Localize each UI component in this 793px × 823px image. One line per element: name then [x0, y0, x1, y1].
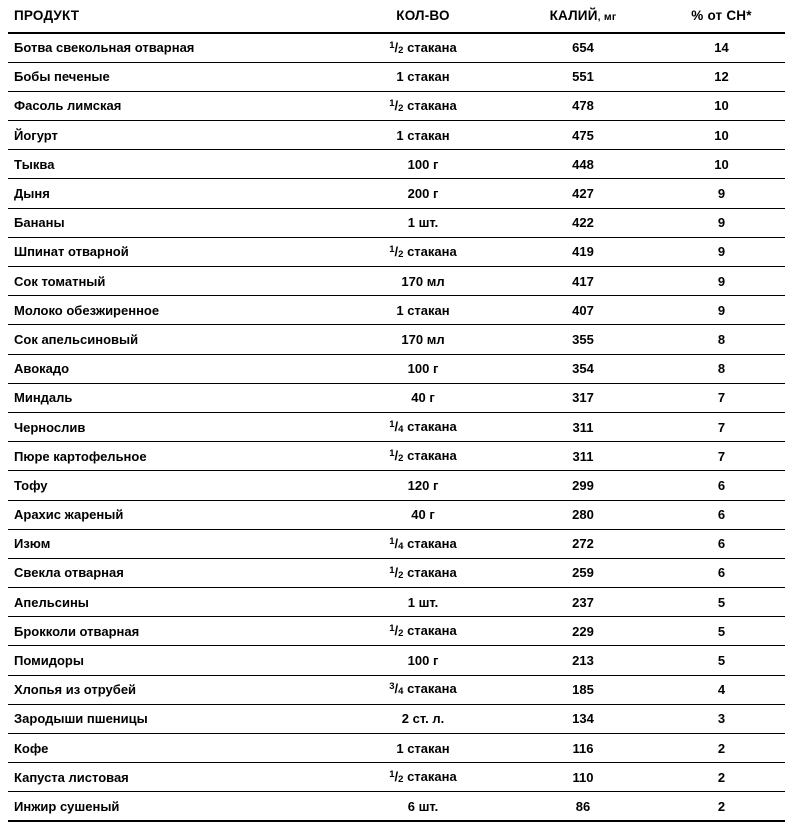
amount-text	[411, 390, 435, 405]
cell-potassium: 259	[508, 558, 658, 587]
cell-percent: 6	[658, 471, 785, 500]
cell-product: Изюм	[8, 529, 338, 558]
amount-text	[408, 799, 439, 814]
fraction-slash: /	[394, 447, 399, 463]
fraction-slash: /	[394, 564, 399, 580]
cell-product: Хлопья из отрубей	[8, 675, 338, 704]
cell-product: Помидоры	[8, 646, 338, 675]
cell-potassium: 237	[508, 588, 658, 617]
fraction	[389, 449, 403, 464]
amount-unit: стакана	[403, 97, 457, 113]
cell-percent: 9	[658, 208, 785, 237]
column-header-percent	[658, 4, 785, 33]
cell-percent: 9	[658, 267, 785, 296]
fraction-slash: /	[394, 243, 399, 259]
cell-potassium: 110	[508, 763, 658, 792]
column-header-potassium	[508, 4, 658, 33]
table-row	[8, 646, 785, 675]
cell-potassium: 407	[508, 296, 658, 325]
cell-potassium: 311	[508, 412, 658, 441]
column-header-potassium-unit: , мг	[597, 11, 617, 23]
fraction-slash: /	[394, 418, 399, 434]
cell-potassium: 185	[508, 675, 658, 704]
cell-amount	[338, 529, 508, 558]
cell-amount	[338, 62, 508, 91]
table-header	[8, 4, 785, 33]
fraction-numerator: 1	[389, 564, 395, 576]
cell-percent: 6	[658, 500, 785, 529]
fraction-numerator: 1	[389, 418, 395, 430]
cell-potassium: 299	[508, 471, 658, 500]
amount-unit: 100 г	[407, 653, 439, 669]
fraction-denominator: 4	[398, 540, 404, 552]
cell-potassium: 355	[508, 325, 658, 354]
cell-amount	[338, 179, 508, 208]
cell-potassium: 317	[508, 383, 658, 412]
amount-unit: 100 г	[407, 156, 439, 172]
amount-unit: стакана	[403, 535, 457, 551]
cell-product: Тофу	[8, 471, 338, 500]
cell-product: Авокадо	[8, 354, 338, 383]
cell-percent: 7	[658, 383, 785, 412]
column-header-amount-label: КОЛ-ВО	[396, 8, 450, 23]
cell-product: Сок томатный	[8, 267, 338, 296]
cell-product: Пюре картофельное	[8, 442, 338, 471]
cell-amount	[338, 91, 508, 120]
cell-potassium: 417	[508, 267, 658, 296]
cell-product: Кофе	[8, 734, 338, 763]
cell-product: Капуста листовая	[8, 763, 338, 792]
document-page	[0, 4, 793, 823]
amount-text	[408, 653, 439, 668]
table-row	[8, 412, 785, 441]
amount-unit: 200 г	[407, 186, 439, 202]
amount-text	[408, 215, 439, 230]
amount-unit: стакана	[403, 243, 457, 259]
cell-potassium: 475	[508, 121, 658, 150]
fraction	[389, 245, 403, 260]
table-row	[8, 296, 785, 325]
table-row	[8, 442, 785, 471]
fraction-slash: /	[394, 39, 399, 55]
cell-percent: 10	[658, 121, 785, 150]
cell-product: Йогурт	[8, 121, 338, 150]
amount-unit: стакана	[403, 564, 457, 580]
cell-percent: 3	[658, 704, 785, 733]
amount-text	[396, 69, 449, 84]
table-row	[8, 383, 785, 412]
column-header-product	[8, 4, 338, 33]
cell-product: Зародыши пшеницы	[8, 704, 338, 733]
fraction-denominator: 4	[398, 686, 404, 698]
fraction	[389, 624, 403, 639]
cell-potassium: 272	[508, 529, 658, 558]
cell-percent: 10	[658, 150, 785, 179]
fraction-numerator: 3	[389, 681, 395, 693]
cell-amount	[338, 325, 508, 354]
amount-unit: 170 мл	[401, 273, 445, 289]
fraction	[389, 99, 403, 114]
cell-percent: 6	[658, 529, 785, 558]
amount-unit: стакана	[403, 39, 457, 55]
amount-text	[389, 536, 456, 551]
fraction-numerator: 1	[389, 39, 395, 51]
cell-amount	[338, 412, 508, 441]
cell-amount	[338, 296, 508, 325]
cell-amount	[338, 208, 508, 237]
amount-text	[389, 769, 456, 784]
cell-product: Шпинат отварной	[8, 237, 338, 266]
amount-text	[402, 711, 444, 726]
cell-product: Сок апельсиновый	[8, 325, 338, 354]
table-row	[8, 208, 785, 237]
cell-potassium: 280	[508, 500, 658, 529]
fraction-slash: /	[394, 535, 399, 551]
cell-potassium: 478	[508, 91, 658, 120]
fraction-slash: /	[394, 681, 399, 697]
cell-product: Брокколи отварная	[8, 617, 338, 646]
amount-unit: 6 шт.	[407, 798, 439, 814]
cell-amount	[338, 121, 508, 150]
fraction-numerator: 1	[389, 623, 395, 635]
cell-percent: 14	[658, 33, 785, 62]
fraction-slash: /	[394, 769, 399, 785]
cell-amount	[338, 442, 508, 471]
amount-text	[389, 40, 456, 55]
fraction-denominator: 2	[398, 452, 404, 464]
cell-amount	[338, 500, 508, 529]
cell-product: Инжир сушеный	[8, 792, 338, 821]
fraction-numerator: 1	[389, 447, 395, 459]
table-row	[8, 792, 785, 821]
table-row	[8, 588, 785, 617]
cell-potassium: 116	[508, 734, 658, 763]
fraction-denominator: 2	[398, 628, 404, 640]
cell-percent: 9	[658, 179, 785, 208]
cell-product: Дыня	[8, 179, 338, 208]
cell-amount	[338, 33, 508, 62]
amount-text	[389, 565, 456, 580]
table-row	[8, 354, 785, 383]
amount-text	[389, 681, 456, 696]
amount-unit: 1 стакан	[396, 127, 450, 143]
cell-potassium: 551	[508, 62, 658, 91]
cell-amount	[338, 588, 508, 617]
cell-potassium: 213	[508, 646, 658, 675]
cell-potassium: 229	[508, 617, 658, 646]
cell-percent: 5	[658, 646, 785, 675]
amount-text	[401, 332, 444, 347]
cell-amount	[338, 617, 508, 646]
amount-unit: 1 шт.	[407, 594, 439, 610]
cell-product: Ботва свекольная отварная	[8, 33, 338, 62]
fraction-slash: /	[394, 97, 399, 113]
cell-percent: 9	[658, 237, 785, 266]
table-row	[8, 179, 785, 208]
amount-unit: 120 г	[407, 477, 439, 493]
table-row	[8, 62, 785, 91]
cell-product: Бобы печеные	[8, 62, 338, 91]
table-row	[8, 267, 785, 296]
potassium-content-table	[8, 4, 785, 822]
cell-potassium: 419	[508, 237, 658, 266]
cell-amount	[338, 471, 508, 500]
fraction-denominator: 2	[398, 248, 404, 260]
fraction-denominator: 2	[398, 569, 404, 581]
cell-percent: 2	[658, 734, 785, 763]
amount-text	[408, 186, 439, 201]
amount-text	[396, 303, 449, 318]
amount-text	[396, 128, 449, 143]
amount-text	[408, 595, 439, 610]
amount-unit: стакана	[403, 623, 457, 639]
cell-potassium: 654	[508, 33, 658, 62]
fraction-denominator: 4	[398, 423, 404, 435]
cell-percent: 9	[658, 296, 785, 325]
fraction-denominator: 2	[398, 774, 404, 786]
table-row	[8, 529, 785, 558]
cell-product: Апельсины	[8, 588, 338, 617]
cell-amount	[338, 734, 508, 763]
cell-percent: 8	[658, 354, 785, 383]
table-row	[8, 91, 785, 120]
cell-amount	[338, 704, 508, 733]
cell-amount	[338, 558, 508, 587]
amount-text	[408, 361, 439, 376]
amount-text	[396, 741, 449, 756]
amount-text	[389, 623, 456, 638]
amount-text	[389, 244, 456, 259]
amount-unit: 1 стакан	[396, 740, 450, 756]
amount-text	[408, 157, 439, 172]
table-row	[8, 558, 785, 587]
table-row	[8, 734, 785, 763]
fraction-denominator: 2	[398, 102, 404, 114]
cell-product: Свекла отварная	[8, 558, 338, 587]
fraction-slash: /	[394, 623, 399, 639]
cell-percent: 5	[658, 588, 785, 617]
fraction	[389, 566, 403, 581]
fraction-denominator: 2	[398, 44, 404, 56]
cell-amount	[338, 150, 508, 179]
amount-unit: 40 г	[411, 390, 435, 406]
cell-percent: 7	[658, 442, 785, 471]
table-row	[8, 33, 785, 62]
fraction	[389, 682, 403, 697]
table-row	[8, 150, 785, 179]
amount-unit: 100 г	[407, 361, 439, 377]
table-row	[8, 500, 785, 529]
cell-percent: 7	[658, 412, 785, 441]
cell-product: Молоко обезжиренное	[8, 296, 338, 325]
cell-amount	[338, 675, 508, 704]
table-row	[8, 704, 785, 733]
cell-product: Чернослив	[8, 412, 338, 441]
cell-product: Бананы	[8, 208, 338, 237]
cell-amount	[338, 267, 508, 296]
cell-percent: 4	[658, 675, 785, 704]
table-body	[8, 33, 785, 821]
table-row	[8, 237, 785, 266]
amount-unit: стакана	[403, 447, 457, 463]
amount-text	[401, 274, 444, 289]
amount-text	[389, 98, 456, 113]
table-row	[8, 471, 785, 500]
cell-product: Арахис жареный	[8, 500, 338, 529]
fraction	[389, 537, 403, 552]
fraction-numerator: 1	[389, 535, 395, 547]
cell-percent: 2	[658, 763, 785, 792]
cell-amount	[338, 646, 508, 675]
table-row	[8, 325, 785, 354]
column-header-percent-label: % от СН*	[691, 8, 752, 23]
amount-text	[389, 419, 456, 434]
cell-potassium: 422	[508, 208, 658, 237]
amount-unit: 40 г	[411, 507, 435, 523]
cell-product: Миндаль	[8, 383, 338, 412]
cell-amount	[338, 763, 508, 792]
table-row	[8, 121, 785, 150]
table-row	[8, 675, 785, 704]
cell-percent: 2	[658, 792, 785, 821]
cell-product: Тыква	[8, 150, 338, 179]
cell-percent: 6	[658, 558, 785, 587]
cell-percent: 12	[658, 62, 785, 91]
amount-unit: стакана	[403, 418, 457, 434]
column-header-potassium-label: КАЛИЙ	[549, 8, 598, 23]
amount-text	[389, 448, 456, 463]
cell-potassium: 134	[508, 704, 658, 733]
amount-unit: стакана	[403, 681, 457, 697]
cell-percent: 8	[658, 325, 785, 354]
amount-unit: 1 стакан	[396, 69, 450, 85]
amount-unit: стакана	[403, 769, 457, 785]
amount-text	[408, 478, 439, 493]
amount-unit: 1 шт.	[407, 215, 439, 231]
cell-amount	[338, 383, 508, 412]
amount-unit: 2 ст. л.	[401, 711, 445, 727]
column-header-amount	[338, 4, 508, 33]
table-row	[8, 763, 785, 792]
cell-percent: 5	[658, 617, 785, 646]
cell-potassium: 86	[508, 792, 658, 821]
table-row	[8, 617, 785, 646]
amount-unit: 1 стакан	[396, 302, 450, 318]
fraction	[389, 770, 403, 785]
cell-potassium: 448	[508, 150, 658, 179]
fraction-numerator: 1	[389, 769, 395, 781]
cell-potassium: 354	[508, 354, 658, 383]
cell-amount	[338, 792, 508, 821]
fraction	[389, 41, 403, 56]
table-header-row	[8, 4, 785, 33]
cell-potassium: 311	[508, 442, 658, 471]
cell-product: Фасоль лимская	[8, 91, 338, 120]
cell-percent: 10	[658, 91, 785, 120]
amount-unit: 170 мл	[401, 331, 445, 347]
fraction-numerator: 1	[389, 97, 395, 109]
cell-amount	[338, 237, 508, 266]
fraction-numerator: 1	[389, 243, 395, 255]
fraction	[389, 420, 403, 435]
amount-text	[411, 507, 435, 522]
column-header-product-label: ПРОДУКТ	[14, 8, 80, 23]
cell-potassium: 427	[508, 179, 658, 208]
cell-amount	[338, 354, 508, 383]
